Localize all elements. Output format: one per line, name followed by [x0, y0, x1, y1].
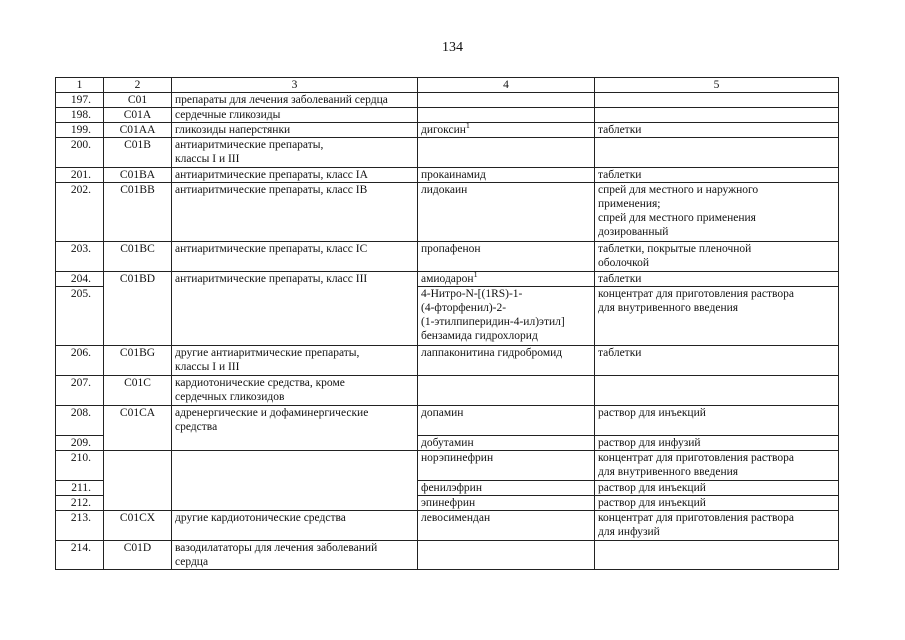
- atc-code: C01BD: [104, 272, 172, 346]
- atc-code: C01C: [104, 376, 172, 406]
- table-row: [56, 123, 839, 138]
- row-number: 211.: [56, 481, 104, 496]
- drug-name-text: эпинефрин: [421, 497, 476, 509]
- table-row: [56, 242, 839, 272]
- dosage-form: концентрат для приготовления раствора для внутривенного введения: [595, 451, 839, 481]
- drug-name: [418, 138, 595, 168]
- column-header: 3: [172, 78, 418, 93]
- dosage-form: спрей для местного и наружного применения; спрей для местного применения дозированный: [595, 183, 839, 242]
- atc-code: C01CA: [104, 406, 172, 451]
- row-number: 213.: [56, 511, 104, 541]
- row-number: 205.: [56, 287, 104, 346]
- drug-name: [418, 272, 595, 287]
- row-number: 208.: [56, 406, 104, 436]
- drug-name-text: лидокаин: [421, 184, 468, 196]
- drug-name-text: дигоксин: [421, 124, 466, 136]
- drug-name: [418, 451, 595, 481]
- drug-name-text: амиодарон: [421, 273, 474, 285]
- drug-name: [418, 242, 595, 272]
- dosage-form: таблетки, покрытые пленочной оболочкой: [595, 242, 839, 272]
- group-name: вазодилататоры для лечения заболеваний сердца: [172, 541, 418, 570]
- group-name: другие кардиотонические средства: [172, 511, 418, 541]
- group-name: антиаритмические препараты, класс IA: [172, 168, 418, 183]
- table-row: [56, 183, 839, 242]
- row-number: 199.: [56, 123, 104, 138]
- drug-name-text: норэпинефрин: [421, 452, 494, 464]
- dosage-form: концентрат для приготовления раствора для внутривенного введения: [595, 287, 839, 346]
- drug-name: [418, 168, 595, 183]
- drug-name: [418, 376, 595, 406]
- drug-name: [418, 436, 595, 451]
- dosage-form: [595, 376, 839, 406]
- table-row: [56, 511, 839, 541]
- row-number: 198.: [56, 108, 104, 123]
- dosage-form: [595, 541, 839, 570]
- atc-code: C01BB: [104, 183, 172, 242]
- group-name: антиаритмические препараты, класс IC: [172, 242, 418, 272]
- dosage-form: [595, 93, 839, 108]
- dosage-form: раствор для инъекций: [595, 406, 839, 436]
- table-row: [56, 93, 839, 108]
- group-name-cell: [172, 451, 418, 511]
- drug-name-text: добутамин: [421, 437, 474, 449]
- table-row: [56, 108, 839, 123]
- atc-code: C01BG: [104, 346, 172, 376]
- group-name: сердечные гликозиды: [172, 108, 418, 123]
- dosage-form: концентрат для приготовления раствора для инфузий: [595, 511, 839, 541]
- atc-code: C01BA: [104, 168, 172, 183]
- dosage-form: таблетки: [595, 346, 839, 376]
- group-name: гликозиды наперстянки: [172, 123, 418, 138]
- dosage-form: раствор для инъекций: [595, 481, 839, 496]
- table-row: [56, 406, 839, 436]
- row-number: 209.: [56, 436, 104, 451]
- table-row: [56, 346, 839, 376]
- table-row: [56, 376, 839, 406]
- drug-name: [418, 511, 595, 541]
- drug-name: [418, 481, 595, 496]
- dosage-form: таблетки: [595, 272, 839, 287]
- row-number: 206.: [56, 346, 104, 376]
- group-name: антиаритмические препараты, класс III: [172, 272, 418, 346]
- atc-code-cell: [104, 451, 172, 511]
- dosage-form: раствор для инъекций: [595, 496, 839, 511]
- row-number: 210.: [56, 451, 104, 481]
- drug-name-text: 4-Нитро-N-[(1RS)-1- (4-фторфенил)-2- (1-этилпиперидин-4-ил)этил] бензамида гидрохлорид: [421, 288, 565, 342]
- drug-name: [418, 287, 595, 346]
- column-header: 2: [104, 78, 172, 93]
- group-name: адренергические и дофаминергические средства: [172, 406, 418, 451]
- footnote-marker: 1: [465, 121, 470, 131]
- atc-code: C01AA: [104, 123, 172, 138]
- drug-name-text: допамин: [421, 407, 464, 419]
- table-row: [56, 138, 839, 168]
- table-row: [56, 168, 839, 183]
- drug-name: [418, 496, 595, 511]
- drug-list-table: [55, 77, 839, 570]
- group-name: препараты для лечения заболеваний сердца: [172, 93, 418, 108]
- atc-code: C01D: [104, 541, 172, 570]
- table-header-row: [56, 78, 839, 93]
- atc-code: C01A: [104, 108, 172, 123]
- row-number: 214.: [56, 541, 104, 570]
- table-row: [56, 451, 839, 481]
- drug-name: [418, 406, 595, 436]
- drug-name-text: прокаинамид: [421, 169, 486, 181]
- drug-name-text: левосимендан: [421, 512, 491, 524]
- row-number: 203.: [56, 242, 104, 272]
- row-number: 201.: [56, 168, 104, 183]
- dosage-form: таблетки: [595, 168, 839, 183]
- row-number: 202.: [56, 183, 104, 242]
- drug-name-text: лаппаконитина гидробромид: [421, 347, 563, 359]
- column-header: 1: [56, 78, 104, 93]
- dosage-form: [595, 138, 839, 168]
- dosage-form: таблетки: [595, 123, 839, 138]
- dosage-form: раствор для инфузий: [595, 436, 839, 451]
- atc-code: C01CX: [104, 511, 172, 541]
- footnote-marker: 1: [473, 270, 478, 280]
- row-number: 212.: [56, 496, 104, 511]
- atc-code: C01BC: [104, 242, 172, 272]
- row-number: 204.: [56, 272, 104, 287]
- group-name: антиаритмические препараты, классы I и III: [172, 138, 418, 168]
- group-name: антиаритмические препараты, класс IB: [172, 183, 418, 242]
- drug-name: [418, 123, 595, 138]
- table-row: [56, 541, 839, 570]
- dosage-form: [595, 108, 839, 123]
- drug-name-text: пропафенон: [421, 243, 481, 255]
- group-name: другие антиаритмические препараты, классы I и III: [172, 346, 418, 376]
- drug-name-text: фенилэфрин: [421, 482, 482, 494]
- group-name: кардиотонические средства, кроме сердечных гликозидов: [172, 376, 418, 406]
- row-number: 207.: [56, 376, 104, 406]
- row-number: 197.: [56, 93, 104, 108]
- drug-name: [418, 541, 595, 570]
- atc-code: C01: [104, 93, 172, 108]
- drug-name: [418, 93, 595, 108]
- row-number: 200.: [56, 138, 104, 168]
- atc-code: C01B: [104, 138, 172, 168]
- page-number: 134: [442, 40, 463, 55]
- table-row: [56, 272, 839, 287]
- drug-name: [418, 108, 595, 123]
- column-header: 5: [595, 78, 839, 93]
- column-header: 4: [418, 78, 595, 93]
- drug-name: [418, 183, 595, 242]
- drug-name: [418, 346, 595, 376]
